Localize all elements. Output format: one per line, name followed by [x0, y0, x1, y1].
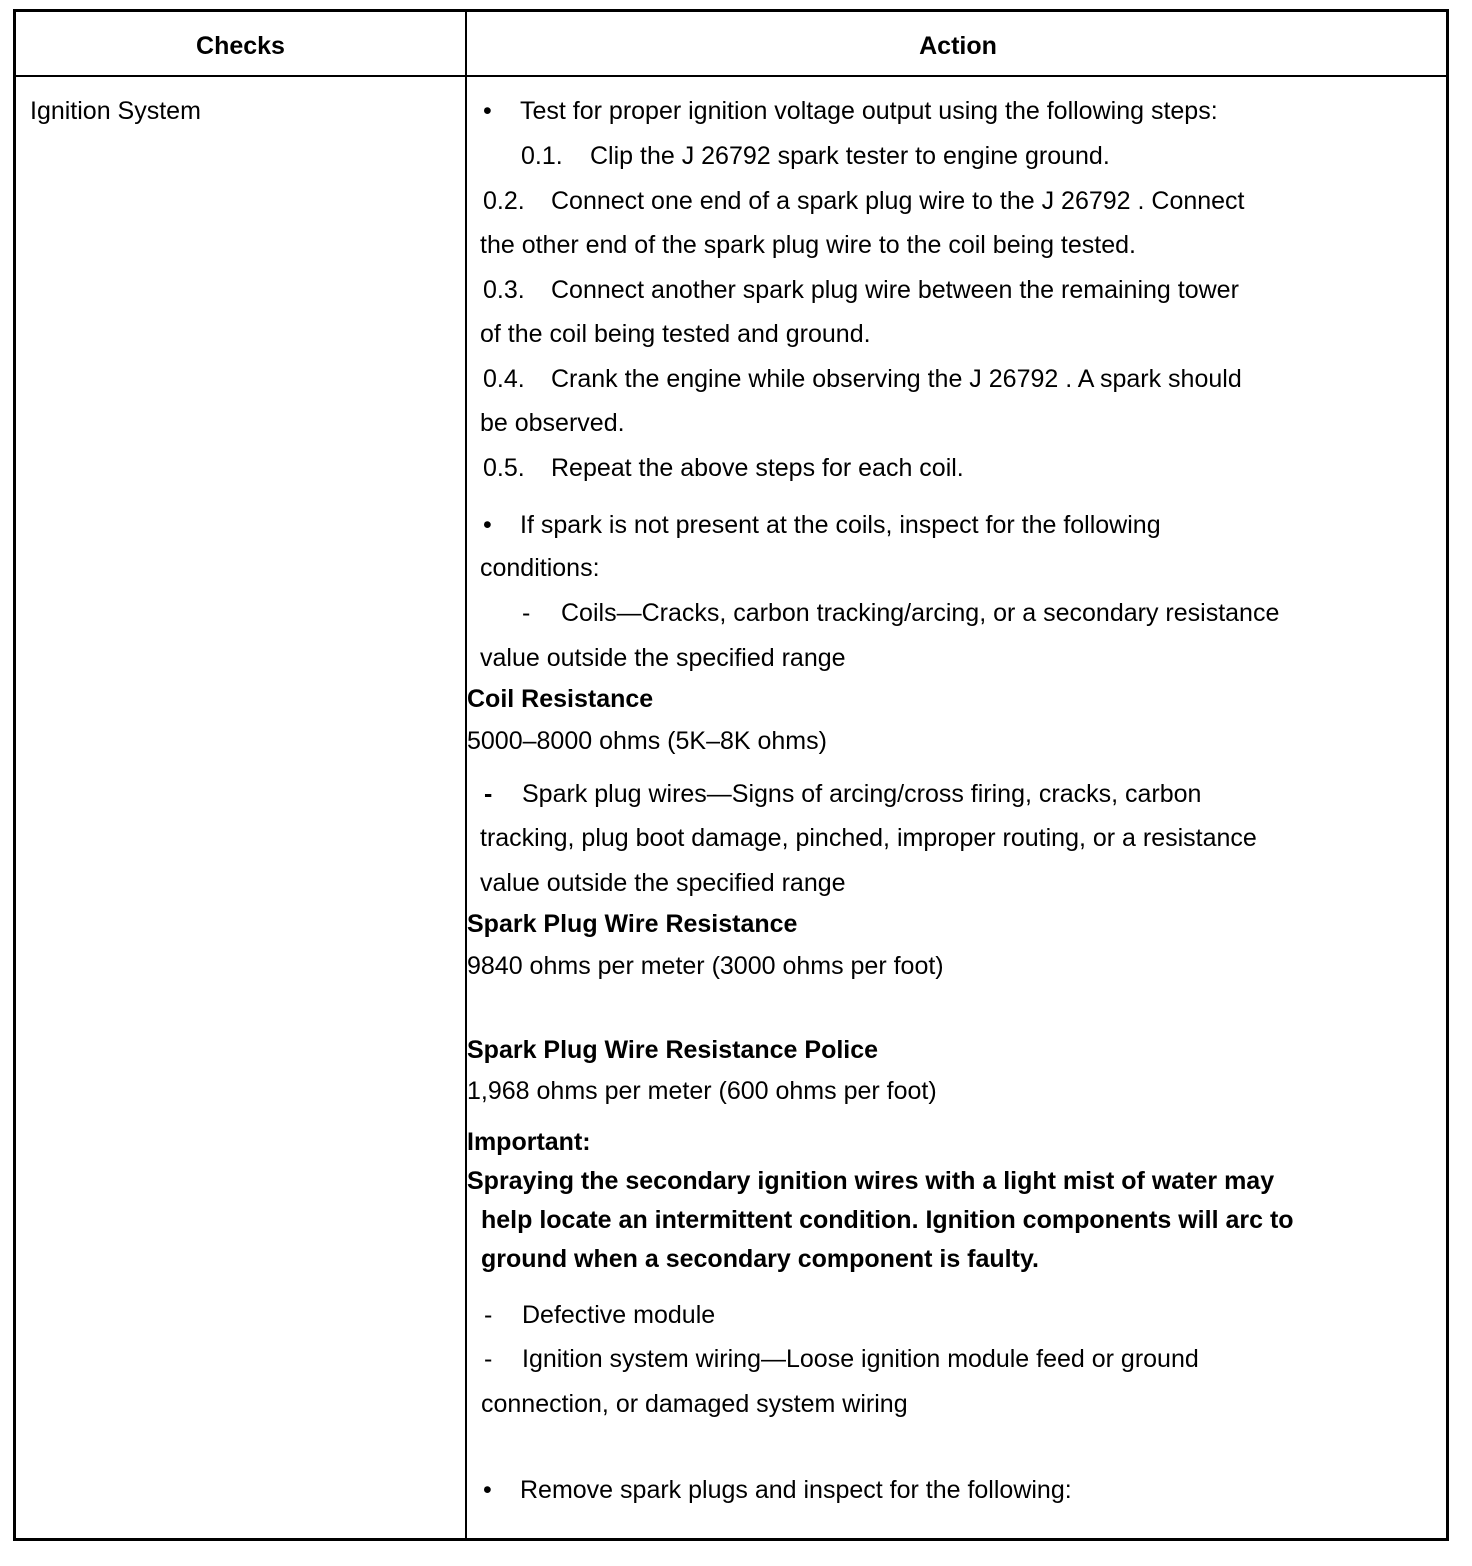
bullet: •: [483, 1476, 492, 1504]
important-label: Important:: [467, 1128, 591, 1156]
substep-text: Connect another spark plug wire between the remaining tower: [551, 276, 1239, 304]
coil-resistance-title: Coil Resistance: [467, 685, 654, 713]
substep-text: Clip the J 26792 spark tester to engine ground.: [590, 142, 1110, 170]
substep-number: 0.1.: [521, 142, 563, 170]
dash: -: [484, 780, 493, 808]
header-checks: Checks: [196, 32, 285, 60]
wiring-text: Ignition system wiring—Loose ignition module feed or ground: [522, 1345, 1199, 1373]
wire-resistance-value: 9840 ohms per meter (3000 ohms per foot): [467, 952, 944, 980]
substep-text-cont: of the coil being tested and ground.: [480, 320, 871, 348]
step-2-text-cont: conditions:: [480, 554, 600, 582]
substep-number: 0.2.: [483, 187, 525, 215]
module-text: Defective module: [522, 1301, 716, 1329]
dash: -: [484, 1301, 493, 1329]
wires-text: Spark plug wires—Signs of arcing/cross firing, cracks, carbon: [522, 780, 1202, 808]
bullet: •: [483, 511, 492, 539]
bullet: •: [483, 97, 492, 125]
check-label: Ignition System: [30, 97, 201, 125]
wire-resistance-police-value: 1,968 ohms per meter (600 ohms per foot): [467, 1077, 937, 1105]
substep-text: Connect one end of a spark plug wire to the J 26792 . Connect: [551, 187, 1245, 215]
substep-number: 0.5.: [483, 454, 525, 482]
wiring-text-cont: connection, or damaged system wiring: [481, 1390, 908, 1418]
substep-text: Crank the engine while observing the J 26792 . A spark should: [551, 365, 1242, 393]
step-2-text: If spark is not present at the coils, inspect for the following: [520, 511, 1161, 539]
substep-text-cont: be observed.: [480, 409, 625, 437]
substep-number: 0.3.: [483, 276, 525, 304]
important-text: ground when a secondary component is faulty.: [481, 1245, 1039, 1273]
column-divider: [465, 12, 467, 1538]
step-3-text: Remove spark plugs and inspect for the following:: [520, 1476, 1072, 1504]
coils-text: Coils—Cracks, carbon tracking/arcing, or a secondary resistance: [561, 599, 1280, 627]
coil-resistance-value: 5000–8000 ohms (5K–8K ohms): [467, 727, 827, 755]
substep-text-cont: the other end of the spark plug wire to the coil being tested.: [480, 231, 1136, 259]
substep-text: Repeat the above steps for each coil.: [551, 454, 964, 482]
important-text: help locate an intermittent condition. Ignition components will arc to: [481, 1206, 1294, 1234]
step-1-text: Test for proper ignition voltage output using the following steps:: [520, 97, 1218, 125]
dash: -: [484, 1345, 493, 1373]
wires-text-cont: value outside the specified range: [480, 869, 846, 897]
coils-text-cont: value outside the specified range: [480, 644, 846, 672]
dash: -: [522, 599, 531, 627]
wire-resistance-title: Spark Plug Wire Resistance: [467, 910, 798, 938]
header-divider: [16, 75, 1446, 77]
wires-text-cont: tracking, plug boot damage, pinched, improper routing, or a resistance: [480, 824, 1257, 852]
header-action: Action: [919, 32, 997, 60]
substep-number: 0.4.: [483, 365, 525, 393]
important-text: Spraying the secondary ignition wires with a light mist of water may: [467, 1167, 1275, 1195]
wire-resistance-police-title: Spark Plug Wire Resistance Police: [467, 1036, 879, 1064]
